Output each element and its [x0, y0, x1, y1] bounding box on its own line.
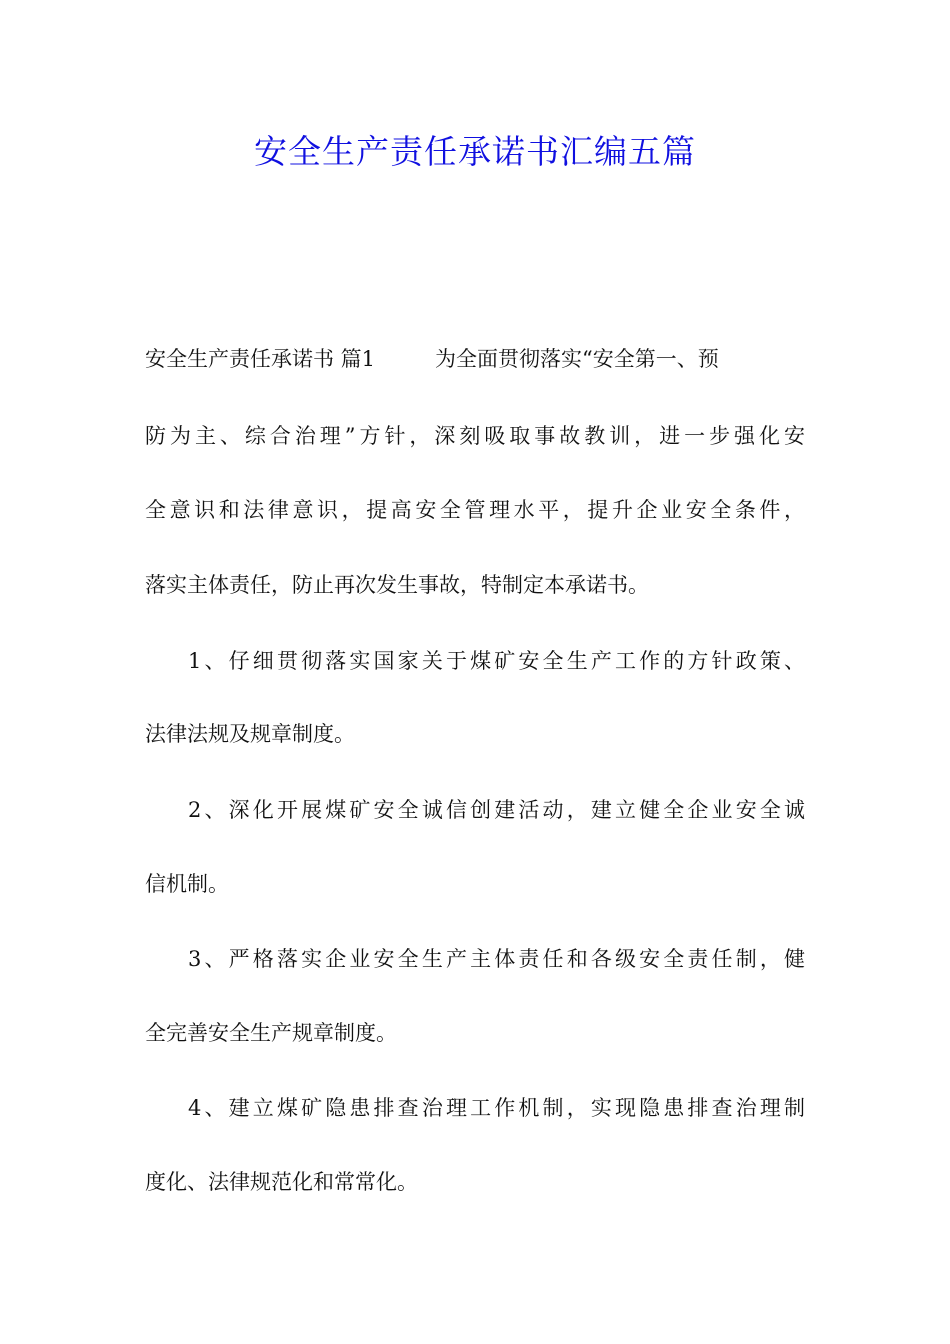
item-2-line-1: 2、深化开展煤矿安全诚信创建活动，建立健全企业安全诚 [188, 798, 805, 822]
item-3-line-1: 3、严格落实企业安全生产主体责任和各级安全责任制，健 [188, 947, 805, 971]
intro-line-1-text: 为全面贯彻落实“安全第一、预 [435, 347, 719, 371]
intro-heading: 安全生产责任承诺书 篇1 [145, 347, 376, 371]
item-1-line-1: 1、仔细贯彻落实国家关于煤矿安全生产工作的方针政策、 [188, 649, 805, 673]
intro-line-4: 落实主体责任，防止再次发生事故，特制定本承诺书。 [145, 573, 649, 597]
item-3-line-2: 全完善安全生产规章制度。 [145, 1021, 397, 1045]
intro-line-3: 全意识和法律意识，提高安全管理水平，提升企业安全条件， [145, 498, 805, 522]
item-4-line-1: 4、建立煤矿隐患排查治理工作机制，实现隐患排查治理制 [188, 1096, 805, 1120]
item-4-line-2: 度化、法律规范化和常常化。 [145, 1170, 418, 1194]
document-title: 安全生产责任承诺书汇编五篇 [254, 132, 696, 171]
intro-line-2: 防为主、综合治理”方针，深刻吸取事故教训，进一步强化安 [145, 424, 805, 448]
item-2-line-2: 信机制。 [145, 872, 229, 896]
intro-line-1 [145, 343, 805, 375]
item-1-line-2: 法律法规及规章制度。 [145, 722, 355, 746]
